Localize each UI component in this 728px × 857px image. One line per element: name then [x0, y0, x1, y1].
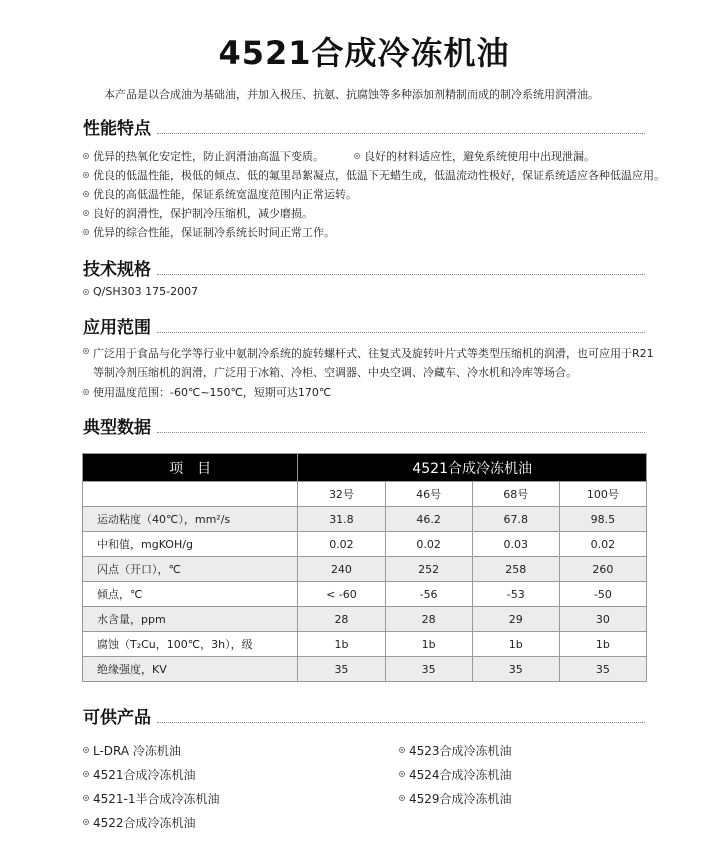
application-text: 广泛用于食品与化学等行业中氨制冷系统的旋转螺杆式、往复式及旋转叶片式等类型压缩机的润滑，也可应用于R21等制冷剂压缩机的润滑，广泛用于冰箱、冷柜、空调器、中央空调、冷藏车、冷水机和冷库等场合。 [93, 347, 654, 379]
feature-text: 优良的低温性能，极低的倾点、低的氟里昂絮凝点，低温下无蜡生成，低温流动性极好，保证系统适应各种低温应用。 [93, 168, 665, 182]
list-item [399, 790, 715, 807]
table-cell: 0.02 [385, 532, 472, 557]
bullet-icon [354, 153, 360, 159]
list-item [83, 165, 663, 184]
row-label: 中和值，mgKOH/g [83, 532, 298, 557]
table-cell: 35 [472, 657, 559, 682]
table-row [83, 607, 647, 632]
table-cell: 29 [472, 607, 559, 632]
bullet-icon [83, 747, 89, 753]
table-cell: 31.8 [298, 507, 385, 532]
grade-cell: 32号 [298, 482, 385, 507]
product-name: 4521-1半合成冷冻机油 [93, 791, 220, 806]
row-label: 绝缘强度，KV [83, 657, 298, 682]
grade-cell: 68号 [472, 482, 559, 507]
table-cell: 1b [559, 632, 646, 657]
product-name: 4522合成冷冻机油 [93, 815, 196, 830]
intro-text: 本产品是以合成油为基础油，并加入极压、抗氨、抗腐蚀等多种添加剂精制而成的制冷系统用润滑油。 [104, 88, 599, 101]
dotted-rule [157, 133, 645, 134]
table-cell: 28 [298, 607, 385, 632]
dotted-rule [157, 432, 645, 433]
table-cell: 98.5 [559, 507, 646, 532]
table-row [83, 632, 647, 657]
bullet-icon [399, 771, 405, 777]
products-section-header [83, 706, 645, 728]
list-item [83, 344, 663, 382]
list-item [83, 282, 663, 301]
feature-text: 优异的热氧化安定性，防止润滑油高温下变质。 [93, 149, 324, 163]
table-row [83, 582, 647, 607]
bullet-icon [83, 389, 89, 395]
list-item [83, 203, 663, 222]
bullet-icon [399, 795, 405, 801]
table-cell: < -60 [298, 582, 385, 607]
bullet-icon [83, 153, 89, 159]
dotted-rule [157, 722, 645, 723]
row-label: 运动粘度（40℃），mm²/s [83, 507, 298, 532]
bullet-icon [399, 747, 405, 753]
bullet-icon [83, 795, 89, 801]
product-name: 4529合成冷冻机油 [409, 791, 512, 806]
feature-text: 良好的润滑性，保护制冷压缩机，减少磨损。 [93, 206, 313, 220]
table-row [83, 657, 647, 682]
applications-list [83, 344, 663, 401]
grade-row [83, 482, 647, 507]
list-item [83, 790, 399, 807]
list-item [399, 742, 715, 759]
dotted-rule [157, 332, 645, 333]
product-name: L-DRA 冷冻机油 [93, 743, 181, 758]
table-cell: 0.02 [298, 532, 385, 557]
table-cell: 35 [298, 657, 385, 682]
table-row [83, 532, 647, 557]
features-list [83, 146, 663, 241]
spec-text: Q/SH303 175-2007 [93, 285, 199, 298]
feature-text: 优异的综合性能，保证制冷系统长时间正常工作。 [93, 225, 335, 239]
table-cell: 67.8 [472, 507, 559, 532]
table-cell: 240 [298, 557, 385, 582]
product-name: 4524合成冷冻机油 [409, 767, 512, 782]
grade-cell: 100号 [559, 482, 646, 507]
specs-heading: 技术规格 [83, 260, 151, 280]
table-cell: 28 [385, 607, 472, 632]
table-cell: 260 [559, 557, 646, 582]
table-row [83, 507, 647, 532]
feature-text: 良好的材料适应性，避免系统使用中出现泄漏。 [364, 149, 595, 163]
typical-data-table [82, 453, 647, 682]
products-heading: 可供产品 [83, 708, 151, 728]
list-item [83, 184, 663, 203]
bullet-icon [83, 348, 89, 354]
application-text: 使用温度范围：-60℃~150℃，短期可达170℃ [93, 385, 332, 399]
list-item [83, 814, 399, 831]
table-cell [83, 482, 298, 507]
page-title: 4521合成冷冻机油 [218, 34, 510, 72]
column-header-item: 项 目 [83, 454, 298, 482]
specs-list [83, 282, 663, 301]
table-cell: -53 [472, 582, 559, 607]
bullet-icon [83, 229, 89, 235]
column-header-product: 4521合成冷冻机油 [298, 454, 647, 482]
row-label: 水含量，ppm [83, 607, 298, 632]
list-item [83, 742, 399, 759]
applications-section-header [83, 316, 645, 338]
typical-heading: 典型数据 [83, 418, 151, 438]
product-name: 4521合成冷冻机油 [93, 767, 196, 782]
table-cell: 0.02 [559, 532, 646, 557]
table-cell: 1b [385, 632, 472, 657]
dotted-rule [157, 274, 645, 275]
bullet-icon [83, 172, 89, 178]
table-header-row [83, 454, 647, 482]
list-item [83, 382, 663, 401]
bullet-icon [83, 289, 89, 295]
row-label: 腐蚀（T₂Cu，100℃，3h），级 [83, 632, 298, 657]
products-list [83, 738, 715, 834]
list-item [83, 146, 663, 165]
table-cell: -56 [385, 582, 472, 607]
table-cell: 30 [559, 607, 646, 632]
table-cell: 1b [298, 632, 385, 657]
row-label: 闪点（开口），℃ [83, 557, 298, 582]
list-item [399, 766, 715, 783]
bullet-icon [83, 191, 89, 197]
table-cell: 1b [472, 632, 559, 657]
bullet-icon [83, 210, 89, 216]
row-label: 倾点，℃ [83, 582, 298, 607]
table-cell: 35 [385, 657, 472, 682]
bullet-icon [83, 771, 89, 777]
table-cell: 252 [385, 557, 472, 582]
table-cell: 258 [472, 557, 559, 582]
bullet-icon [83, 819, 89, 825]
list-item [83, 222, 663, 241]
table-row [83, 557, 647, 582]
features-section-header [83, 117, 645, 139]
typical-section-header [83, 416, 645, 438]
table-cell: -50 [559, 582, 646, 607]
table-cell: 0.03 [472, 532, 559, 557]
table-cell: 46.2 [385, 507, 472, 532]
list-item [83, 766, 399, 783]
features-heading: 性能特点 [83, 119, 151, 139]
applications-heading: 应用范围 [83, 318, 151, 338]
grade-cell: 46号 [385, 482, 472, 507]
feature-text: 优良的高低温性能，保证系统宽温度范围内正常运转。 [93, 187, 357, 201]
specs-section-header [83, 258, 645, 280]
table-cell: 35 [559, 657, 646, 682]
product-name: 4523合成冷冻机油 [409, 743, 512, 758]
